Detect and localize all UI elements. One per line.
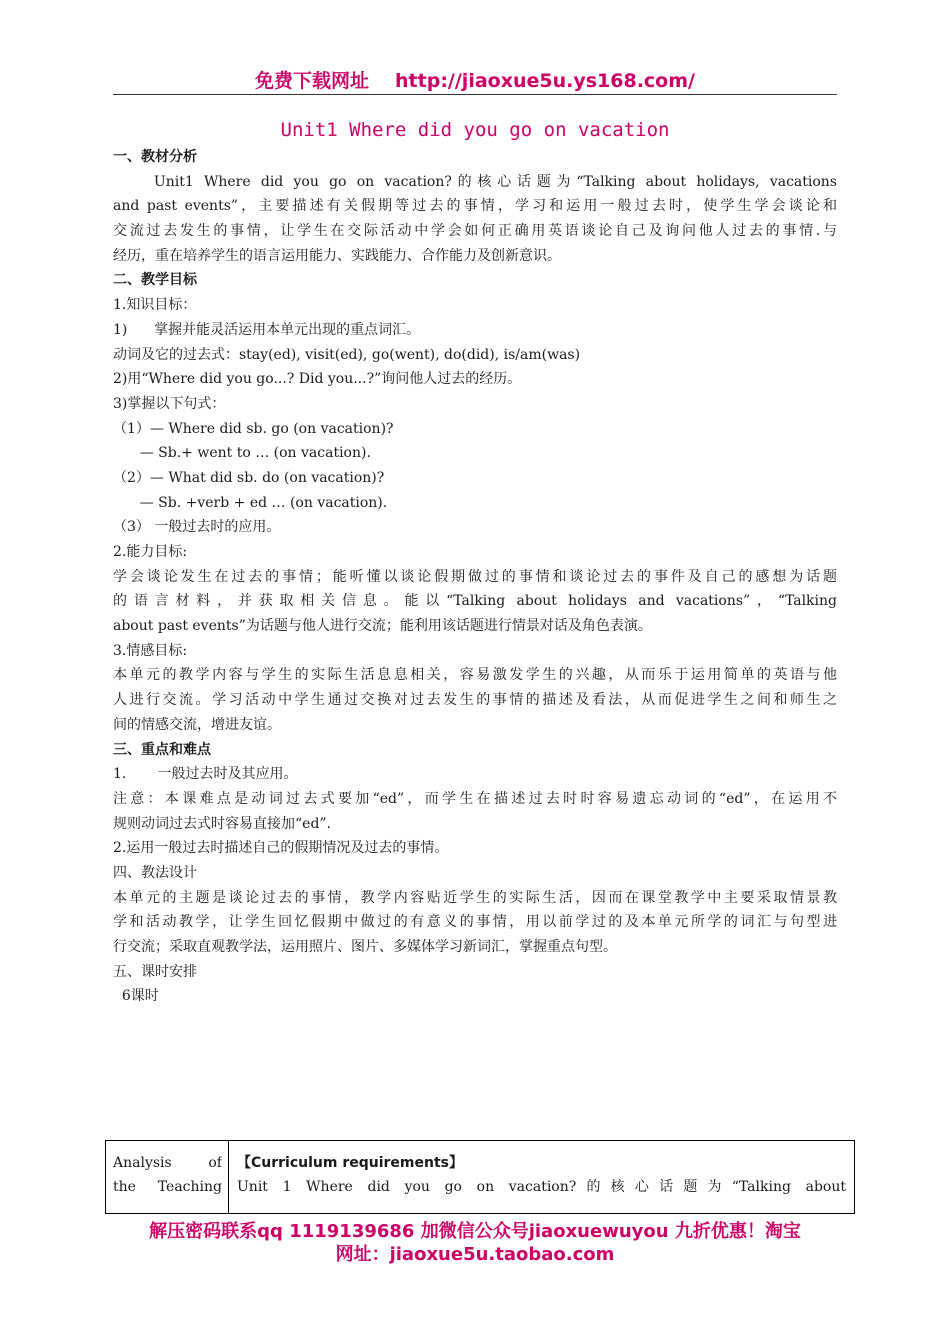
curriculum-text: Unit 1 Where did you go on vacation?的核心话题为“Talking about — [237, 1179, 846, 1195]
document-body — [113, 145, 837, 1009]
table-label-line: the Teaching — [113, 1179, 222, 1195]
footer-contact — [0, 1220, 950, 1266]
paragraph-line: 经历，重在培养学生的语言运用能力、实践能力、合作能力及创新意识。 — [113, 247, 561, 264]
list-item: — Sb. +verb + ed … (on vacation). — [113, 494, 388, 511]
header-site-label: 免费下载网址 — [255, 70, 370, 92]
paragraph-line: 注意：本课难点是动词过去式要加“ed”，而学生在描述过去时时容易遗忘动词的“ed”，在运用不 — [113, 790, 837, 807]
paragraph-line: 本单元的主题是谈论过去的事情，教学内容贴近学生的实际生活，因而在课堂教学中主要采取情景教 — [113, 889, 837, 906]
paragraph-line: 本单元的教学内容与学生的实际生活息息相关，容易激发学生的兴趣，从而乐于运用简单的英语与他 — [113, 667, 837, 684]
section-heading-3: 三、重点和难点 — [113, 741, 211, 758]
list-item: （2）— What did sb. do (on vacation)? — [113, 469, 385, 486]
table-content-cell — [229, 1141, 854, 1213]
table-label-cell — [106, 1141, 229, 1213]
paragraph-line: 人进行交流。学习活动中学生通过交换对过去发生的事情的描述及看法，从而促进学生之间和师生之 — [113, 692, 837, 709]
section-heading-1: 一、教材分析 — [113, 149, 197, 165]
paragraph-line: 间的情感交流，增进友谊。 — [113, 716, 281, 733]
paragraph-line: 学和活动教学，让学生回忆假期中做过的有意义的事情，用以前学过的及本单元所学的词汇与句型进 — [113, 914, 837, 931]
list-item: — Sb.+ went to … (on vacation). — [113, 445, 371, 462]
page-title: Unit1 Where did you go on vacation — [280, 119, 670, 141]
section-heading-5: 五、课时安排 — [113, 963, 197, 980]
section-heading-4: 四、教法设计 — [113, 864, 197, 881]
paragraph-line: Unit1 Where did you go on vacation?的核心话题为“Talking about holidays, vacations — [113, 173, 837, 190]
paragraph-line: 的语言材料，并获取相关信息。能以“Talking about holidays and vacations”，“Talking — [113, 593, 837, 610]
header-site-url[interactable]: http://jiaoxue5u.ys168.com/ — [395, 70, 695, 92]
paragraph-line: 学会谈论发生在过去的事情；能听懂以谈论假期做过的事情和谈论过去的事件及自己的感想为话题 — [113, 568, 837, 585]
section-heading-2: 二、教学目标 — [113, 272, 197, 289]
list-item: 2.能力目标: — [113, 544, 188, 560]
list-item: 动词及它的过去式：stay(ed), visit(ed), go(went), do(did), is/am(was) — [113, 346, 581, 363]
header-download-link[interactable] — [0, 66, 950, 93]
paragraph-line: 行交流；采取直观教学法，运用照片、图片、多媒体学习新词汇，掌握重点句型。 — [113, 939, 617, 955]
list-item: 2)用“Where did you go...? Did you...?”询问他人过去的经历。 — [113, 371, 522, 388]
footer-line-2[interactable]: 网址：jiaoxue5u.taobao.com — [335, 1244, 615, 1265]
list-item: 3)掌握以下句式： — [113, 395, 226, 412]
list-item: 3.情感目标: — [113, 642, 188, 659]
paragraph-line: and past events”，主要描述有关假期等过去的事情，学习和运用一般过去时，使学生学会谈论和 — [113, 198, 837, 215]
list-item: 1) 掌握并能灵活运用本单元出现的重点词汇。 — [113, 321, 421, 338]
list-item: 1.知识目标： — [113, 297, 197, 314]
curriculum-heading: 【Curriculum requirements】 — [237, 1155, 464, 1171]
list-item: 1. 一般过去时及其应用。 — [113, 766, 298, 783]
list-item: 2.运用一般过去时描述自己的假期情况及过去的事情。 — [113, 840, 449, 857]
footer-line-1: 解压密码联系qq 1119139686 加微信公众号jiaoxuewuyou 九折优惠！淘宝 — [149, 1221, 801, 1242]
paragraph-line: about past events”为话题与他人进行交流；能利用该话题进行情景对话及角色表演。 — [113, 618, 652, 635]
analysis-table — [105, 1140, 855, 1214]
list-item: （1）— Where did sb. go (on vacation)? — [113, 420, 394, 437]
header-divider — [113, 94, 837, 95]
paragraph-line: 规则动词过去式时容易直接加“ed”. — [113, 815, 332, 832]
class-hours: 6课时 — [113, 988, 159, 1005]
list-item: （3） 一般过去时的应用。 — [113, 519, 281, 536]
table-label-line: Analysis of — [113, 1155, 222, 1171]
paragraph-line: 交流过去发生的事情，让学生在交际活动中学会如何正确用英语谈论自己及询问他人过去的事情.与 — [113, 223, 837, 240]
